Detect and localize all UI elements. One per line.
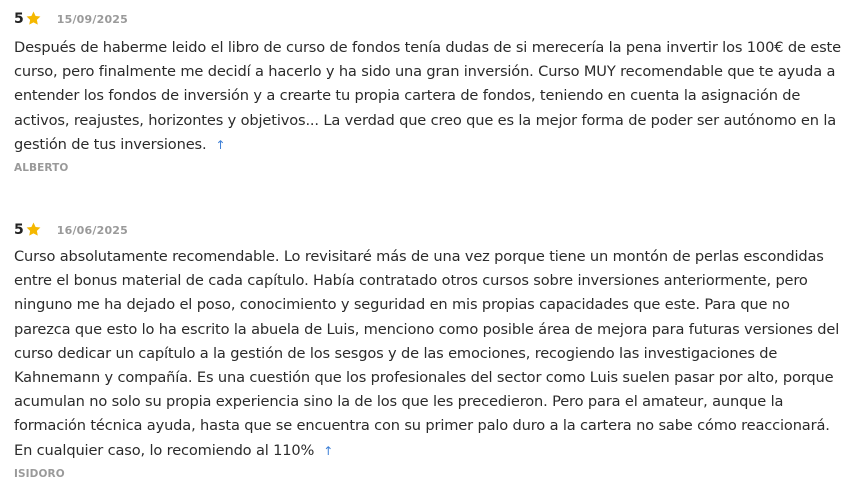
review-header [14, 6, 846, 32]
review-text [14, 245, 846, 463]
rating-value: 5 [14, 222, 24, 238]
review-date: 15/09/2025 [56, 12, 129, 26]
review-date: 16/06/2025 [56, 223, 129, 237]
review-body: Después de haberme leido el libro de curso de fondos tenía dudas de si merecería la pena invertir los 100€ de este curso, pero finalmente me decidí a hacerlo y ha sido una gran inversión. Curso MUY recomendable que te ayuda a entender los fondos de inversión y a crearte tu propia cartera de fondos, teniendo en cuenta la asignación de activos, reajustes, horizontes y objetivos... La verdad que creo que es la mejor forma de poder ser autónomo en la gestión de tus inversiones. [14, 39, 841, 153]
rating-value: 5 [14, 11, 24, 27]
review-card [14, 6, 846, 174]
star-icon [25, 221, 42, 238]
arrow-up-icon[interactable]: ↑ [323, 443, 334, 458]
review-text [14, 36, 846, 157]
review-card [14, 217, 846, 480]
star-icon [25, 10, 42, 27]
review-header [14, 217, 846, 243]
arrow-up-icon[interactable]: ↑ [215, 137, 226, 152]
review-author: ALBERTO [14, 162, 69, 175]
review-body: Curso absolutamente recomendable. Lo revisitaré más de una vez porque tiene un montón de perlas escondidas entre el bonus material de cada capítulo. Había contratado otros cursos sobre inversiones anteriormente, pero ninguno me ha dejado el poso, conocimiento y seguridad en mis propias capacidades que este. Para que no parezca que esto lo ha escrito la abuela de Luis, menciono como posible área de mejora para futuras versiones del curso dedicar un capítulo a la gestión de los sesgos y de las emociones, recogiendo las investigaciones de Kahnemann y compañía. Es una cuestión que los profesionales del sector como Luis suelen pasar por alto, porque acumulan no solo su propia experiencia sino la de los que les precedieron. Pero para el amateur, aunque la formación técnica ayuda, hasta que se encuentra con su primer palo duro a la cartera no sabe cómo reaccionará. En cualquier caso, lo recomiendo al 110% [14, 248, 840, 459]
review-author: ISIDORO [14, 467, 65, 480]
